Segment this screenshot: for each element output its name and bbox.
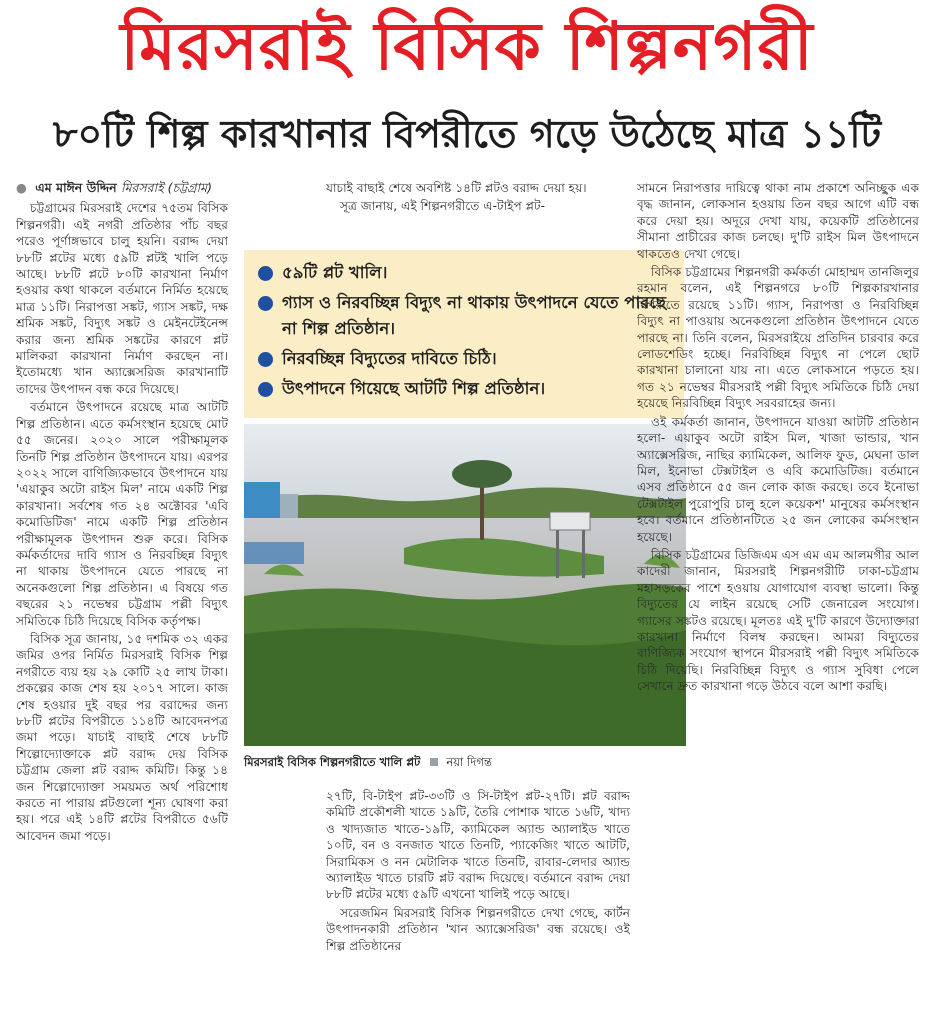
paragraph: বর্তমানে উৎপাদনে রয়েছে মাত্র আটটি শিল্প প্রতিষ্ঠান। এতে কর্মসংস্থান হয়েছে মোট ৫৫ জনের। ২০২০ সালে পরীক্ষামূলক তিনটি শিল্প প্রতিষ্ঠান উৎপাদনে যায়। এরপর ২০২২ সালে বাণিজ্যিকভাবে উৎপাদনে যায় 'এয়াকুব অটো রাইস মিল' নামে একটি শিল্প কারখানা। সর্বশেষ গত ২৪ অক্টোবর 'এবি কমোডিটিজ' নামে একটি শিল্প প্রতিষ্ঠান পরীক্ষামূলক উৎপাদন শুরু করে। বিসিক কর্মকর্তাদের দাবি গ্যাস ও নিরবচ্ছিন্ন বিদ্যুৎ না থাকায় উৎপাদনে যেতে পারছে না অনেকগুলো শিল্প প্রতিষ্ঠান। এ বিষয়ে গত বছরের ২১ নভেম্বর চট্টগ্রাম পল্লী বিদ্যুৎ সমিতিকে চিঠি দিয়েছে বিসিক কর্তৃপক্ষ। — [16, 400, 228, 628]
paragraph: সামনে নিরাপত্তার দায়িত্বে থাকা নাম প্রকাশে অনিচ্ছুক এক বৃদ্ধ জানান, লোকসান হওয়ায় তিন বছর আগে এটি বন্ধ করে দেয়া হয়। অদূরে দেখা যায়, কয়েকটি প্রতিষ্ঠানের সীমানা প্রাচীরের কাজ চলছে। দু'টি রাইস মিল উৎপাদনে থাকতেও দেখা গেছে। — [637, 181, 919, 261]
highlights-box — [244, 250, 684, 418]
highlight-item — [256, 260, 672, 286]
paragraph: সূত্র জানায়, এই শিল্পনগরীতে এ-টাইপ প্লট- — [340, 199, 545, 214]
highlight-text: উৎপাদনে গিয়েছে আটটি শিল্প প্রতিষ্ঠান। — [282, 379, 546, 398]
paragraph: বিসিক চট্টগ্রামের শিল্পনগরী কর্মকর্তা মোহাম্মদ তানজিলুর রহমান বলেন, এই শিল্পনগরে ৮০টি শিল্পকারখানার বিপরীতে রয়েছে ১১টি। গ্যাস, নিরাপত্তা ও নিরবিচ্ছিন্ন বিদ্যুৎ না পাওয়ায় অনেকগুলো প্রতিষ্ঠান উৎপাদনে যেতে পারছে না। তিনি বলেন, মিরসরাইয়ে প্রতিদিন চারবার করে লোডশেডিং হচ্ছে। নিরবিচ্ছিন্ন বিদ্যুৎ না পেলে ছোট কারখানা চালানো যায় না। এতে লোকসানে পড়তে হয়। গত ২১ নভেম্বর মীরসরাই পল্লী বিদ্যুৎ সমিতিকে চিঠি দেয়া হয়েছে নিরবিচ্ছিন্ন বিদ্যুৎ সরবরাহের জন্য। — [637, 265, 919, 411]
highlight-item — [256, 290, 672, 342]
bullet-icon — [258, 382, 273, 397]
highlight-text: গ্যাস ও নিরবচ্ছিন্ন বিদ্যুৎ না থাকায় উৎপাদনে যেতে পারছে না শিল্প প্রতিষ্ঠান। — [282, 293, 667, 338]
paragraph: সরেজমিন মিরসরাই বিসিক শিল্পনগরীতে দেখা গেছে, কার্টন উৎপাদনকারী প্রতিষ্ঠান 'খান অ্যাক্সেসরিজ' বন্ধ রয়েছে। ওই শিল্প প্রতিষ্ঠানের — [326, 905, 630, 953]
highlight-item — [256, 346, 672, 372]
byline-location: মিরসরাই (চট্টগ্রাম) — [121, 180, 212, 195]
bullet-dot-icon: ● — [16, 180, 27, 195]
paragraph: যাচাই বাছাই শেষে অবশিষ্ট ১৪টি প্লটও বরাদ্দ দেয়া হয়। — [326, 181, 587, 195]
article-column-3 — [637, 180, 919, 1010]
square-icon — [430, 758, 438, 766]
tree-canopy — [452, 460, 512, 488]
paragraph: ২৭টি, বি-টাইপ প্লট-৩৩টি ও সি-টাইপ প্লট-২৭টি। প্লট বরাদ্দ কমিটি প্রকৌশলী খাতে ১৯টি, তৈরি পোশাক খাতে ১৬টি, খাদ্য ও খাদ্যজাত খাতে-১৯টি, ক্যামিকেল অ্যান্ড অ্যালাইড খাতে ১০টি, বন ও বনজাত খাতে তিনটি, প্যাকেজিং খাতে আটটি, সিরামিকস ও নন মেটালিক খাতে তিনটি, রাবার-লেদার অ্যান্ড অ্যালাইড খাতে চারটি প্লট বরাদ্দ দিয়েছে। বর্তমানে বরাদ্দ দেয়া ৮৮টি প্লটের মধ্যে ৫৯টি এখনো খালিই পড়ে আছে। — [326, 789, 630, 902]
highlight-item — [256, 376, 672, 402]
photo-illustration — [244, 424, 686, 746]
paragraph: চট্টগ্রামের মিরসরাই দেশের ৭৫তম বিসিক শিল্পনগরী। এই নগরী প্রতিষ্ঠার পাঁচ বছর পরেও পূর্ণাঙ্গভাবে চালু হয়নি। বরাদ্দ দেয়া ৮৮টি প্লটের মধ্যে ৫৯টি প্লটই খালি পড়ে আছে। ৮৮টি প্লটে ৮০টি কারখানা নির্মাণ হওয়ার কথা থাকলে বর্তমানে নির্মিত হয়েছে মাত্র ১১টি। নিরাপত্তা সঙ্কট, গ্যাস সঙ্কট, দক্ষ শ্রমিক সঙ্কট, বিদ্যুৎ সঙ্কট ও মেইনটেইনেন্স করার জন্য শ্রমিক সঙ্কটের কারণে প্লট মালিকরা কারখানা নির্মাণ করছেন না। ইতোমধ্যে খান অ্যাক্সেসরিজ কারখানাটি তাদের উৎপাদন বন্ধ করে দিয়েছে। — [16, 201, 228, 396]
paragraph: বিসিক সূত্র জানায়, ১৫ দশমিক ৩২ একর জমির ওপর নির্মিত মিরসরাই বিসিক শিল্প নগরীতে ব্যয় হয় ২৯ কোটি ২৫ লাখ টাকা। প্রকল্পের কাজ শেষ হয় ২০১৭ সালে। কাজ শেষ হওয়ার দুই বছর পর বরাদ্দের জন্য ৮৮টি প্লটের বিপরীতে ১১৪টি আবেদনপত্র জমা পড়ে। যাচাই বাছাই শেষে ৮৮টি শিল্পোদ্যোক্তাকে প্লট বরাদ্দ দেয় বিসিক চট্টগ্রাম জেলা প্লট বরাদ্দ কমিটি। কিন্তু ১৪ জন শিল্পোদ্যোক্তা সময়মত অর্থ পরিশোধ করতে না পারায় প্লটগুলো শূন্য ঘোষণা করা হয়। পরে এই ১৪টি প্লটের বিপরীতে ৫৬টি আবেদন জমা পড়ে। — [16, 631, 228, 843]
article-column-2-bottom — [326, 788, 630, 1013]
photo-caption — [244, 752, 686, 772]
paragraph: বিসিক চট্টগ্রামের ডিজিএম এস এম এম আলমগীর আল কাদেরী জানান, মিরসরাই শিল্পনগরীটি ঢাকা-চট্টগ্রাম মহাসড়কের পাশে হওয়ায় যোগাযোগ ব্যবস্থা ভালো। কিন্তু বিদ্যুতের যে লাইন রয়েছে সেটি জেনারেল সংযোগ। গ্যাসের সঙ্কটও রয়েছে। মূলতঃ এই দু'টি কারণে উদ্যোক্তারা কারখানা নির্মাণে বিলম্ব করছেন। আমরা বিদ্যুতের বাণিজ্যিক সংযোগ স্থাপনে মীরসরাই পল্লী বিদ্যুৎ সমিতিকে চিঠি দিয়েছি। নিরবিচ্ছিন্ন বিদ্যুৎ ও গ্যাস সুবিধা পেলে সেখানে দ্রুত কারখানা গড়ে উঠবে বলে আশা করছি। — [637, 547, 919, 694]
news-photo — [244, 424, 686, 746]
byline-author: এম মাঈন উদ্দিন — [35, 180, 117, 195]
headline: মিরসরাই বিসিক শিল্পনগরী — [120, 8, 814, 85]
paragraph: ওই কর্মকর্তা জানান, উৎপাদনে যাওয়া আটটি প্রতিষ্ঠান হলো- এয়াকুব অটো রাইস মিল, খাজা ভান্ডার, খান অ্যাক্সেসরিজ, নাছির ক্যামিকেল, আলিফ ফুড, মেঘনা ডাল মিল, ইনোভা টেক্সটাইল ও এবি কমোডিটিজ। বর্তমানে এসব প্রতিষ্ঠানে ৫৫ জন লোক কাজ করছে। তবে ইনোভা টেক্সটাইল পুরোপুরি চালু হলে কয়েকশ' মানুষের কর্মসংস্থান হবে। বর্তমানে প্রতিষ্ঠানটিতে ২৫ জন লোকের কর্মসংস্থান হয়েছে। — [637, 414, 919, 544]
article-column-2-top — [326, 180, 628, 246]
highlight-text: ৫৯টি প্লট খালি। — [282, 263, 388, 282]
photo-credit: নয়া দিগন্ত — [446, 755, 492, 769]
bullet-icon — [258, 352, 273, 367]
building — [244, 482, 280, 522]
highlight-text: নিরবচ্ছিন্ন বিদ্যুতের দাবিতে চিঠি। — [282, 349, 497, 368]
tree-trunk — [480, 482, 484, 540]
subheadline: ৮০টি শিল্প কারখানার বিপরীতে গড়ে উঠেছে মাত্র ১১টি — [52, 112, 882, 156]
bullet-icon — [258, 296, 273, 311]
caption-text: মিরসরাই বিসিক শিল্পনগরীতে খালি প্লট — [244, 755, 421, 769]
bullet-icon — [258, 266, 273, 281]
byline — [16, 180, 228, 196]
article-column-1 — [16, 180, 228, 1010]
